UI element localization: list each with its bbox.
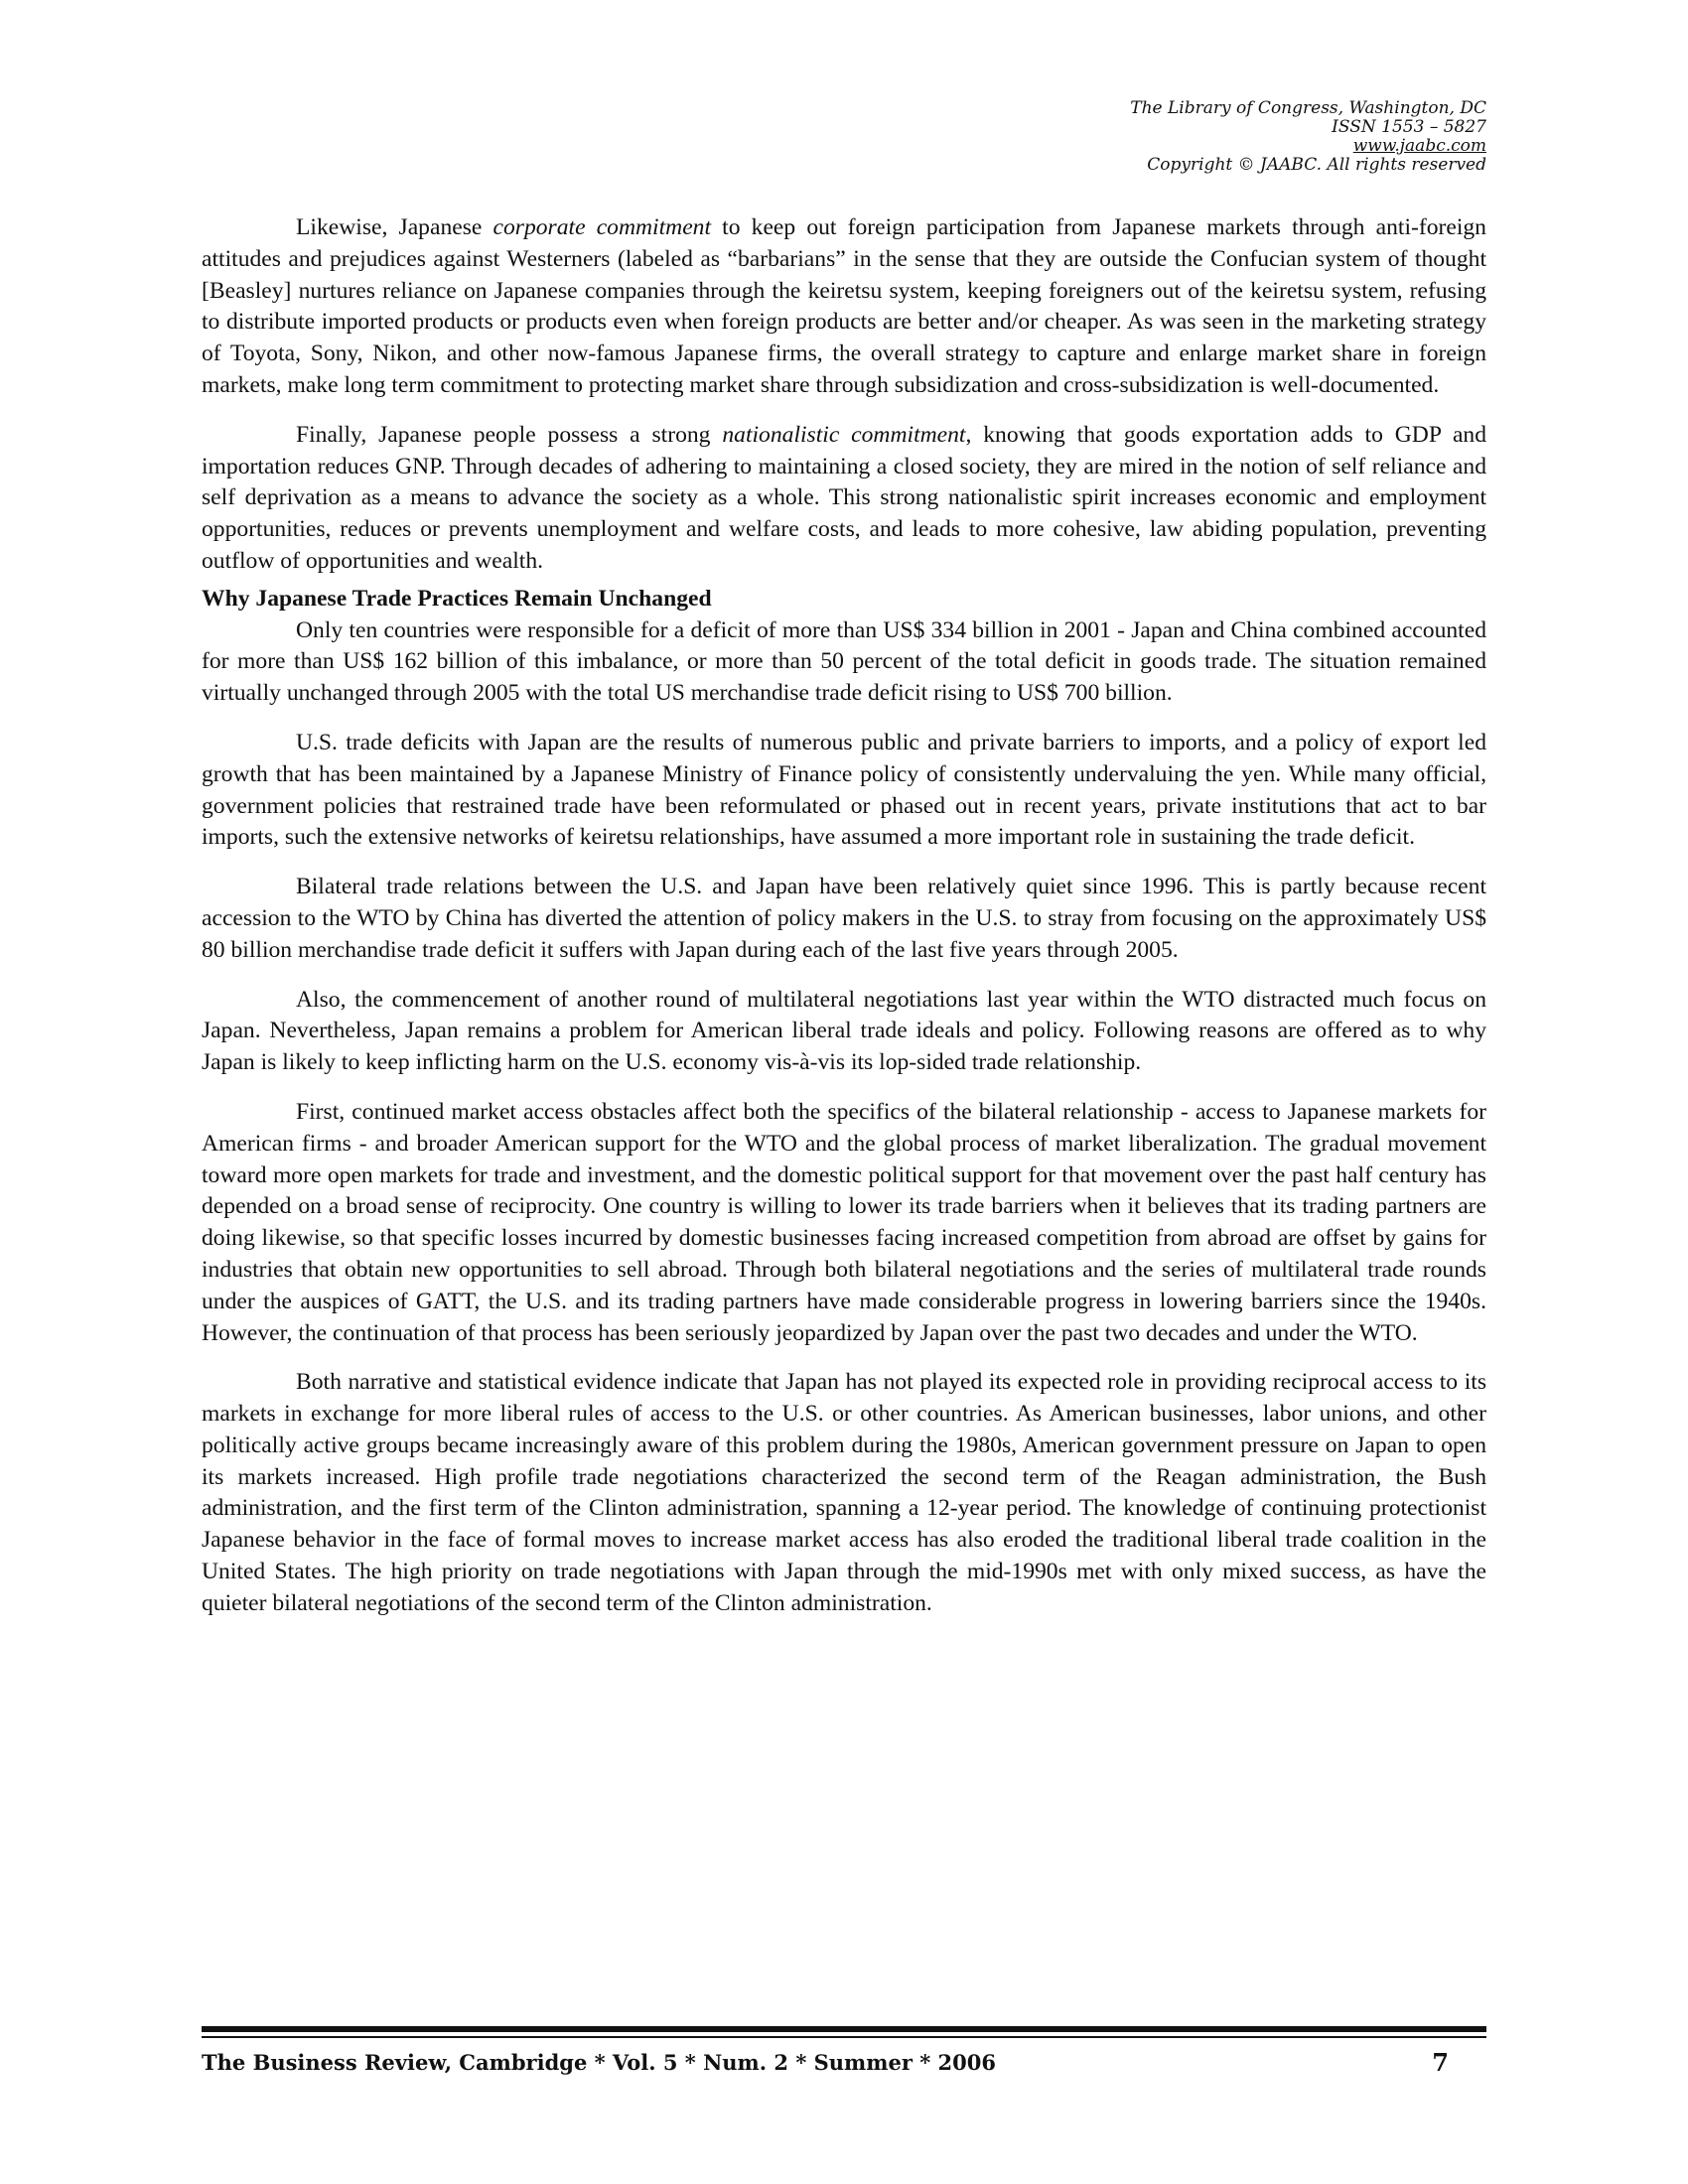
paragraph-corporate-commitment	[202, 212, 1486, 402]
page-number: 7	[1432, 2048, 1449, 2077]
publisher-line: The Library of Congress, Washington, DC	[1130, 98, 1486, 118]
paragraph-text: , knowing that goods exportation adds to GDP and importation reduces GNP. Through decades of adhering to maintaining a closed society, they are mired in the notion of self reliance and self deprivation as a means to advance the society as a whole. This strong nationalistic spirit increases economic and employment opportunities, reduces or prevents unemployment and welfare costs, and leads to more cohesive, law abiding population, preventing outflow of opportunities and wealth.	[202, 421, 1487, 574]
paragraph-statistical-evidence: Both narrative and statistical evidence indicate that Japan has not played its expected role in providing reciprocal access to its markets in exchange for more liberal rules of access to the U.S. or other countries. As American businesses, labor unions, and other politically active groups became increasingly aware of this problem during the 1980s, American government pressure on Japan to open its markets increased. High profile trade negotiations characterized the second term of the Reagan administration, the Bush administration, and the first term of the Clinton administration, spanning a 12-year period. The knowledge of continuing protectionist Japanese behavior in the face of formal moves to increase market access has also eroded the traditional liberal trade coalition in the United States. The high priority on trade negotiations with Japan through the mid-1990s met with only mixed success, as have the quieter bilateral negotiations of the second term of the Clinton administration.	[202, 1369, 1486, 1616]
journal-citation: The Business Review, Cambridge * Vol. 5 * Num. 2 * Summer * 2006	[202, 2050, 996, 2075]
paragraph-text: to keep out foreign participation from Japanese markets through anti-foreign attitudes and prejudices against Westerners (labeled as “barbarians” in the sense that they are outside the Confucian system of thought [Beasley] nurtures reliance on Japanese companies through the keiretsu system, keeping foreigners out of the keiretsu system, refusing to distribute imported products or products even when foreign products are better and/or cheaper. As was seen in the marketing strategy of Toyota, Sony, Nikon, and other now-famous Japanese firms, the overall strategy to capture and enlarge market share in foreign markets, make long term commitment to protecting market share through subsidization and cross-subsidization is well-documented.	[202, 214, 1486, 398]
footer-divider-thin	[202, 2036, 1486, 2038]
paragraph-bilateral-relations: Bilateral trade relations between the U.S. and Japan have been relatively quiet since 1996. This is partly because recent accession to the WTO by China has diverted the attention of policy makers in the U.S. to stray from focusing on the approximately US$ 80 billion merchandise trade deficit it suffers with Japan during each of the last five years through 2005.	[202, 874, 1486, 963]
emphasis-text: nationalistic commitment	[722, 421, 966, 448]
paragraph-nationalistic-commitment	[202, 420, 1486, 578]
paragraph-trade-deficit: Only ten countries were responsible for a deficit of more than US$ 334 billion in 2001 - Japan and China combined accounted for more than US$ 162 billion of this imbalance, or more than 50 percent of the total deficit in goods trade. The situation remained virtually unchanged through 2005 with the total US merchandise trade deficit rising to US$ 700 billion.	[202, 616, 1486, 707]
paragraph-market-access: First, continued market access obstacles affect both the specifics of the bilateral relationship - access to Japanese markets for American firms - and broader American support for the WTO and the global process of market liberalization. The gradual movement toward more open markets for trade and investment, and the domestic political support for that movement over the past half century has depended on a broad sense of reciprocity. One country is willing to lower its trade barriers when it believes that its trading partners are doing likewise, so that specific losses incurred by domestic businesses facing increased competition from abroad are offset by gains for industries that obtain new opportunities to sell abroad. Through both bilateral negotiations and the series of multilateral trade rounds under the auspices of GATT, the U.S. and its trading partners have made considerable progress in lowering barriers since the 1940s. However, the continuation of that process has been seriously jeopardized by Japan over the past two decades and under the WTO.	[202, 1098, 1486, 1346]
footer-divider-thick	[202, 2026, 1486, 2032]
journal-url-link[interactable]: www.jaabc.com	[1352, 136, 1486, 156]
paragraph-multilateral-negotiations: Also, the commencement of another round of multilateral negotiations last year within the WTO distracted much focus on Japan. Nevertheless, Japan remains a problem for American liberal trade ideals and policy. Following reasons are offered as to why Japan is likely to keep inflicting harm on the U.S. economy vis-à-vis its lop-sided trade relationship.	[202, 986, 1486, 1076]
section-heading: Why Japanese Trade Practices Remain Unchanged	[202, 585, 712, 612]
issn-line: ISSN 1553 – 5827	[1332, 117, 1486, 137]
article-body	[202, 212, 1486, 1638]
emphasis-text: corporate commitment	[492, 214, 712, 240]
paragraph-text: Finally, Japanese people possess a strong	[296, 421, 723, 448]
journal-masthead	[1130, 99, 1486, 175]
copyright-line: Copyright © JAABC. All rights reserved	[1147, 155, 1486, 175]
paragraph-us-trade-deficits: U.S. trade deficits with Japan are the results of numerous public and private barriers to imports, and a policy of export led growth that has been maintained by a Japanese Ministry of Finance policy of consistently undervaluing the yen. While many official, government policies that restrained trade have been reformulated or phased out in recent years, private institutions that act to bar imports, such the extensive networks of keiretsu relationships, have assumed a more important role in sustaining the trade deficit.	[202, 729, 1486, 851]
paragraph-text: Likewise, Japanese	[296, 214, 493, 240]
